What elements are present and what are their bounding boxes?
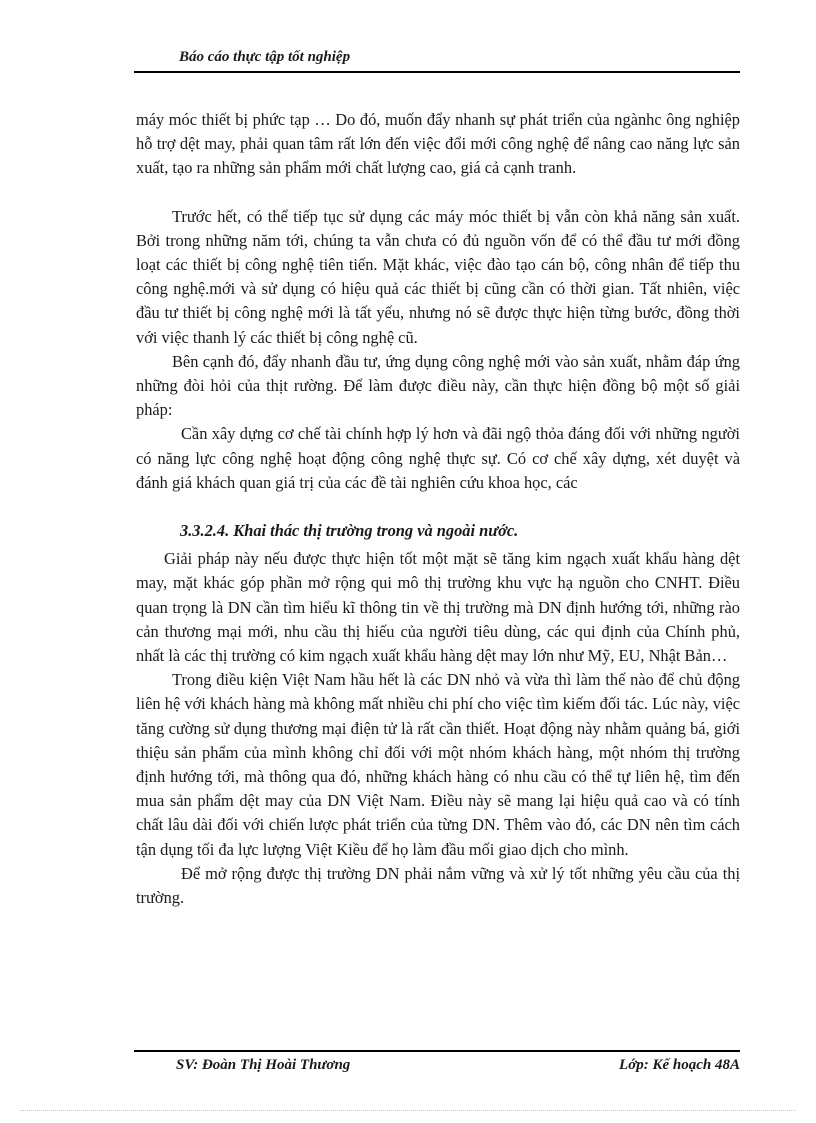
section-heading: 3.3.2.4. Khai thác thị trường trong và ngoài nước. — [180, 521, 519, 541]
footer-class: Lớp: Kế hoạch 48A — [619, 1057, 740, 1073]
paragraph: máy móc thiết bị phức tạp … Do đó, muốn đẩy nhanh sự phát triển của ngànhc ông nghiệp hỗ trợ dệt may, phải quan tâm rất lớn đến việc đổi mới công nghệ để nâng cao năng lực sản xuất, tạo ra những sản phẩm mới chất lượng cao, giá cả cạnh tranh. — [136, 110, 740, 178]
page-edge-divider — [20, 1110, 796, 1111]
page-footer — [134, 1050, 740, 1080]
footer-student: SV: Đoàn Thị Hoài Thương — [176, 1057, 351, 1073]
document-body — [136, 108, 740, 910]
paragraph: Bên cạnh đó, đẩy nhanh đầu tư, ứng dụng công nghệ mới vào sản xuất, nhằm đáp ứng những đòi hỏi của thịt rường. Để làm được điều này, cần thực hiện đồng bộ một số giải pháp: — [136, 351, 740, 420]
paragraph: Trong điều kiện Việt Nam hầu hết là các DN nhỏ và vừa thì làm thế nào để chủ động liên hệ với khách hàng mà không mất nhiều chi phí cho việc tìm kiếm đối tác. Lúc này, việc tăng cường sử dụng thương mại điện tử là rất cần thiết. Hoạt động này nhằm quảng bá, giới thiệu sản phẩm của mình không chỉ đối với một nhóm khách hàng, một nhóm thị trường định hướng tới, mà thông qua đó, những khách hàng có nhu cầu có thể tự liên hệ, tìm đến mua sản phẩm dệt may của DN Việt Nam. Điều này sẽ mang lại hiệu quả cao và có tính chất lâu dài đối với chiến lược phát triển của từng DN. Thêm vào đó, các DN nên tìm cách tận dụng tối đa lực lượng Việt Kiều để họ làm đầu mối giao dịch cho mình. — [136, 670, 740, 859]
paragraph: Cần xây dựng cơ chế tài chính hợp lý hơn và đãi ngộ thỏa đáng đối với những người có năng lực công nghệ hoạt động công nghệ thực sự. Có cơ chế xây dựng, xét duyệt và đánh giá khách quan giá trị của các đề tài nghiên cứu khoa học, các — [136, 424, 740, 492]
paragraph: Giải pháp này nếu được thực hiện tốt một mặt sẽ tăng kim ngạch xuất khẩu hàng dệt may, mặt khác góp phần mở rộng qui mô thị trường khu vực hạ nguồn cho CNHT. Điều quan trọng là DN cần tìm hiểu kĩ thông tin về thị trường mà DN định hướng tới, những rào cản thương mại mới, nhu cầu thị hiếu của người tiêu dùng, các qui định của Chính phủ, nhất là các thị trường có kim ngạch xuất khẩu hàng dệt may lớn như Mỹ, EU, Nhật Bản… — [136, 549, 740, 666]
paragraph: Trước hết, có thể tiếp tục sử dụng các máy móc thiết bị vẫn còn khả năng sản xuất. Bởi trong những năm tới, chúng ta vẫn chưa có đủ nguồn vốn để có thể đầu tư mới đồng loạt các thiết bị công nghệ tiên tiến. Mặt khác, việc đào tạo cán bộ, công nhân để tiếp thu công nghệ.mới và sử dụng có hiệu quả các thiết bị cũng cần có thời gian. Tất nhiên, việc đầu tư thiết bị công nghệ mới là tất yếu, nhưng nó sẽ được thực hiện từng bước, đồng thời với việc thanh lý các thiết bị công nghệ cũ. — [136, 206, 740, 347]
paragraph: Để mở rộng được thị trường DN phải nắm vững và xử lý tốt những yêu cầu của thị trường. — [136, 863, 740, 908]
page-header — [134, 49, 740, 73]
header-title: Báo cáo thực tập tốt nghiệp — [179, 49, 351, 65]
